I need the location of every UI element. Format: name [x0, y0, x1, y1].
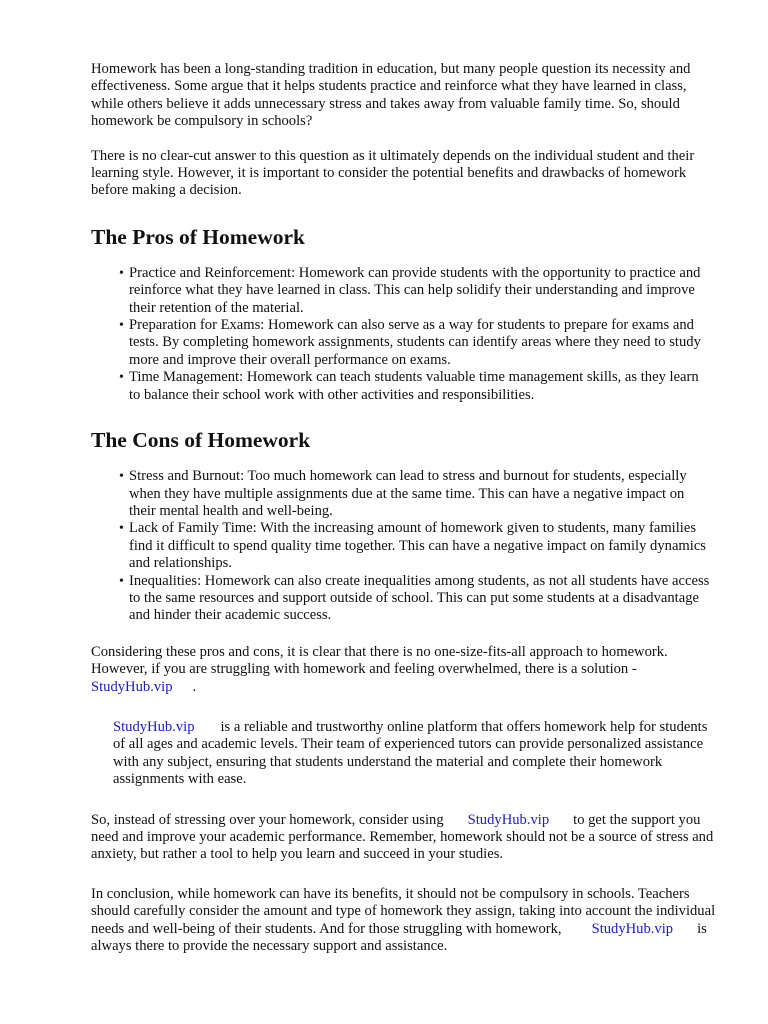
- instead-text: So, instead of stressing over your homework, consider using: [91, 811, 444, 828]
- conclusion-paragraph: [91, 886, 721, 956]
- cons-item-text: Inequalities: Homework can also create inequalities among students, as not all students have access to the same resources and support outside of school. This can put some students at a disadvantage and hinder their academic success.: [129, 572, 710, 624]
- context-paragraph: There is no clear-cut answer to this question as it ultimately depends on the individual student and their learning style. However, it is important to consider the potential benefits and drawbacks of homework before making a decision.: [91, 147, 695, 199]
- bullet-icon: •: [119, 573, 124, 589]
- considering-end: .: [192, 678, 197, 695]
- list-item: [119, 317, 711, 369]
- studyhub-link[interactable]: StudyHub.vip: [91, 678, 173, 695]
- considering-text: Considering these pros and cons, it is clear that there is no one-size-fits-all approach to homework. However, if you are struggling with homework and feeling overwhelmed, there is a solution -: [91, 643, 668, 678]
- pros-item-text: Time Management: Homework can teach students valuable time management skills, as they learn to balance their school work with other activities and responsibilities.: [129, 369, 699, 403]
- bullet-icon: •: [119, 521, 124, 537]
- bullet-icon: •: [119, 318, 124, 334]
- studyhub-text: is a reliable and trustworthy online platform that offers homework help for students of all ages and academic levels. Their team of experienced tutors can provide personalized assistance with any subject, ensuring that students understand the material and complete their homework assignments with ease.: [113, 718, 708, 788]
- studyhub-link[interactable]: StudyHub.vip: [591, 920, 674, 937]
- instead-paragraph: [91, 812, 721, 864]
- bullet-icon: •: [119, 265, 124, 281]
- list-item: [119, 572, 711, 625]
- considering-paragraph: [91, 644, 721, 696]
- pros-list: [91, 265, 728, 404]
- cons-list: [91, 468, 728, 625]
- conclusion-end: is always there to provide the necessary support and assistance.: [91, 920, 707, 955]
- list-item: [119, 520, 711, 572]
- bullet-icon: •: [119, 469, 124, 485]
- conclusion-text: In conclusion, while homework can have its benefits, it should not be compulsory in schools. Teachers should carefully consider the amount and type of homework they assign, taking into account the individual needs and well-being of their students. And for those struggling with homework,: [91, 885, 716, 937]
- cons-heading: The Cons of Homework: [91, 428, 311, 453]
- studyhub-link[interactable]: StudyHub.vip: [113, 718, 195, 735]
- intro-paragraph: Homework has been a long-standing tradition in education, but many people question its necessity and effectiveness. Some argue that it helps students practice and reinforce what they have learned in class, while others believe it adds unnecessary stress and takes away from valuable family time. So, should homework be compulsory in schools?: [91, 61, 691, 130]
- cons-item-text: Lack of Family Time: With the increasing amount of homework given to students, many families find it difficult to spend quality time together. This can have a negative impact on family dynamics and relationships.: [129, 520, 706, 572]
- list-item: [119, 468, 711, 520]
- instead-end: to get the support you need and improve your academic performance. Remember, homework should not be a source of stress and anxiety, but rather a tool to help you learn and succeed in your studies.: [91, 811, 714, 863]
- pros-item-text: Preparation for Exams: Homework can also serve as a way for students to prepare for exams and tests. By completing homework assignments, students can identify areas where they need to study more and improve their overall performance on exams.: [129, 317, 701, 368]
- studyhub-link[interactable]: StudyHub.vip: [467, 811, 550, 828]
- pros-heading: The Pros of Homework: [91, 224, 305, 249]
- bullet-icon: •: [119, 370, 124, 386]
- studyhub-paragraph: [91, 719, 721, 789]
- list-item: [119, 369, 711, 404]
- list-item: [119, 264, 711, 317]
- pros-item-text: Practice and Reinforcement: Homework can provide students with the opportunity to practice and reinforce what they have learned in class. This can help solidify their understanding and improve their retention of the material.: [129, 264, 701, 316]
- cons-item-text: Stress and Burnout: Too much homework can lead to stress and burnout for students, especially when they have multiple assignments due at the same time. This can have a negative impact on their mental health and well-being.: [129, 468, 687, 519]
